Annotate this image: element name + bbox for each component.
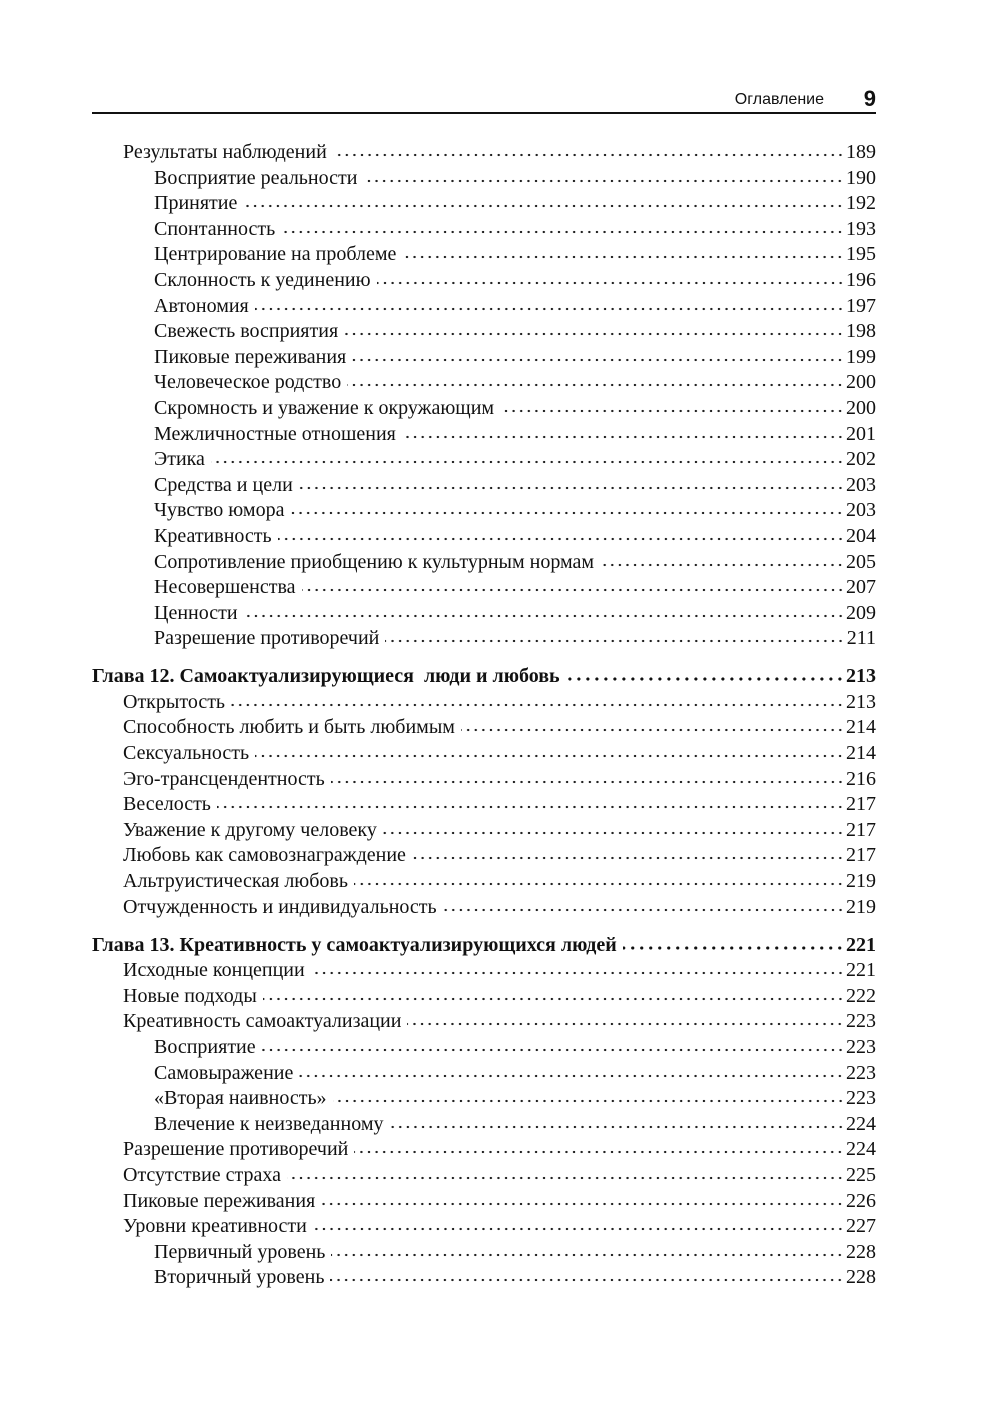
dot-leader [344,332,844,336]
toc-entry [92,1163,876,1189]
toc-entry [92,319,876,345]
toc-entry-page: 198 [846,320,876,343]
toc-entry [92,1240,876,1266]
toc-entry [92,715,876,741]
toc-entry-page: 219 [846,870,876,893]
toc-entry-page: 228 [846,1266,876,1289]
toc-entry-title: Открытость [123,690,226,713]
toc-entry-title: Пиковые переживания [154,345,347,368]
toc-entry [92,690,876,716]
toc-entry-title: Межличностные отношения [154,422,396,445]
dot-leader [600,563,844,567]
toc-entry-title: Человеческое родство [154,371,342,394]
dot-leader [333,1099,844,1103]
dot-leader [347,383,844,387]
dot-leader [255,754,844,758]
toc-entry-page: 207 [846,576,876,599]
dot-leader [231,703,844,707]
dot-leader [331,780,844,784]
toc-entry-title: Эго-трансцендентность [123,767,325,790]
toc-entry-title: Уважение к другому человеку [123,818,377,841]
toc-entry [92,1214,876,1240]
toc-entry-title: Глава 12. Самоактуализирующиеся люди и любовь [92,665,560,688]
toc-entry-title: Первичный уровень [154,1240,326,1263]
dot-leader [330,1278,844,1282]
dot-leader [263,997,844,1001]
toc-entry [92,818,876,844]
dot-leader [313,1227,844,1231]
toc-entry [92,447,876,473]
toc-entry-title: Свежесть восприятия [154,320,339,343]
toc-entry-page: 203 [846,499,876,522]
dot-leader [255,307,844,311]
toc-entry [92,601,876,627]
toc-entry [92,767,876,793]
dot-leader [461,728,844,732]
toc-entry-title: Креативность самоактуализации [123,1010,402,1033]
toc-entry-title: Креативность [154,524,272,547]
dot-leader [354,882,844,886]
toc-entry [92,396,876,422]
toc-entry-title: Уровни креативности [123,1215,307,1238]
running-header-title: Оглавление [734,91,824,108]
toc-entry [92,191,876,217]
toc-entry-page: 223 [846,1035,876,1058]
dot-leader [321,1202,844,1206]
toc-entry-page: 227 [846,1215,876,1238]
toc-entry [92,1137,876,1163]
toc-entry-title: Сексуальность [123,742,250,765]
dot-leader [281,230,844,234]
toc-entry-title: Склонность к уединению [154,268,371,291]
toc-entry-page: 228 [846,1240,876,1263]
dot-leader [377,281,844,285]
toc-entry [92,869,876,895]
toc-entry-page: 205 [846,550,876,573]
toc-entry [92,1189,876,1215]
toc-entry-title: Вторичный уровень [154,1266,325,1289]
toc-entry-page: 225 [846,1163,876,1186]
toc-entry [92,422,876,448]
dot-leader [363,179,844,183]
toc-entry-page: 223 [846,1010,876,1033]
toc-entry-title: Пиковые переживания [123,1189,316,1212]
toc-entry-title: Любовь как самовознаграждение [123,844,406,867]
toc-entry-title: Самовыражение [154,1061,294,1084]
toc-entry-page: 213 [846,665,876,688]
toc-entry-page: 216 [846,767,876,790]
toc-entry-page: 202 [846,448,876,471]
toc-entry-page: 217 [846,793,876,816]
toc-entry [92,294,876,320]
toc-entry-title: Средства и цели [154,473,293,496]
dot-leader [331,1253,844,1257]
toc-entry-title: Принятие [154,192,238,215]
toc-entry-page: 213 [846,690,876,713]
dot-leader [566,677,844,681]
toc-entry [92,242,876,268]
toc-entry [92,626,876,652]
toc-entry-page: 200 [846,371,876,394]
toc-entry-page: 222 [846,984,876,1007]
dot-leader [623,946,844,950]
toc-entry-title: Разрешение противоречий [154,627,380,650]
toc-entry [92,498,876,524]
toc-entry-title: Несовершенства [154,576,296,599]
toc-entry-title: Сопротивление приобщению к культурным нормам [154,550,595,573]
toc-entry [92,575,876,601]
toc-entry-title: Влечение к неизведанному [154,1112,384,1135]
dot-leader [412,856,844,860]
toc-entry-title: Чувство юмора [154,499,285,522]
toc-entry-page: 197 [846,294,876,317]
toc-entry-title: Отсутствие страха [123,1163,282,1186]
running-header [92,88,876,114]
toc-entry [92,1265,876,1291]
toc-entry-page: 189 [846,141,876,163]
toc-entry-page: 223 [846,1061,876,1084]
toc-entry-title: Скромность и уважение к окружающим [154,396,495,419]
toc-entry-title: Автономия [154,294,249,317]
toc-entry-title: Новые подходы [123,984,257,1007]
toc-entry-page: 209 [846,601,876,624]
toc-entry-title: Отчужденность и индивидуальность [123,895,437,918]
toc-entry-page: 195 [846,243,876,266]
dot-leader [211,460,844,464]
toc-entry [92,958,876,984]
toc-entry-page: 219 [846,895,876,918]
toc-entry [92,984,876,1010]
dot-leader [352,358,844,362]
page-number: 9 [863,86,876,111]
toc-entry [92,473,876,499]
toc-entry-page: 203 [846,473,876,496]
toc-entry-title: Исходные концепции [123,959,305,982]
dot-leader [290,511,844,515]
dot-leader [244,614,844,618]
dot-leader [500,409,844,413]
toc-chapter-entry [92,664,876,690]
toc-entry [92,217,876,243]
toc-entry-page: 190 [846,166,876,189]
toc-entry [92,140,876,166]
toc-entry-page: 226 [846,1189,876,1212]
toc-entry-page: 192 [846,192,876,215]
toc-entry-page: 221 [846,959,876,982]
toc-entry-title: «Вторая наивность» [154,1087,327,1110]
toc-entry-title: Веселость [123,793,211,816]
dot-leader [262,1048,844,1052]
dot-leader [299,1074,844,1078]
toc-entry-page: 214 [846,742,876,765]
toc-entry-page: 217 [846,844,876,867]
toc-entry-page: 204 [846,524,876,547]
toc-entry [92,741,876,767]
toc-entry-title: Центрирование на проблеме [154,243,397,266]
toc-entry [92,1086,876,1112]
toc-entry [92,550,876,576]
toc-chapter-entry [92,933,876,959]
toc-entry [92,1061,876,1087]
dot-leader [443,908,844,912]
toc-entry-title: Восприятие реальности [154,166,358,189]
toc-entry-page: 211 [846,627,876,650]
dot-leader [333,153,844,157]
toc-entry-title: Этика [154,448,205,471]
toc-entry-page: 223 [846,1087,876,1110]
dot-leader [217,805,844,809]
dot-leader [287,1176,844,1180]
toc-entry-page: 217 [846,818,876,841]
dot-leader [278,537,844,541]
dot-leader [243,204,844,208]
dot-leader [390,1125,845,1129]
toc-entry [92,792,876,818]
dot-leader [383,831,844,835]
toc-entry [92,524,876,550]
toc-entry-page: 196 [846,268,876,291]
toc-entry-title: Спонтанность [154,217,276,240]
dot-leader [385,639,844,643]
toc-entry-page: 193 [846,217,876,240]
toc-entry-page: 214 [846,716,876,739]
toc-entry [92,1112,876,1138]
toc-entry [92,345,876,371]
toc-entry-title: Ценности [154,601,238,624]
toc-entry [92,166,876,192]
toc-entry-title: Результаты наблюдений [123,141,327,163]
table-of-contents [92,140,876,1291]
dot-leader [302,588,844,592]
toc-entry [92,1009,876,1035]
dot-leader [354,1150,844,1154]
dot-leader [402,435,844,439]
toc-entry [92,895,876,921]
dot-leader [402,255,844,259]
dot-leader [299,486,844,490]
toc-entry [92,843,876,869]
toc-entry-page: 224 [846,1112,876,1135]
toc-entry-title: Глава 13. Креативность у самоактуализирующихся людей [92,933,617,956]
toc-entry-title: Восприятие [154,1035,256,1058]
toc-entry-page: 224 [846,1138,876,1161]
dot-leader [311,971,844,975]
toc-entry [92,370,876,396]
toc-entry-page: 221 [846,933,876,956]
toc-entry-title: Альтруистическая любовь [123,870,348,893]
toc-entry-title: Разрешение противоречий [123,1138,349,1161]
toc-entry-page: 200 [846,396,876,419]
toc-entry [92,268,876,294]
dot-leader [407,1022,844,1026]
toc-entry [92,1035,876,1061]
toc-entry-title: Способность любить и быть любимым [123,716,455,739]
toc-entry-page: 199 [846,345,876,368]
toc-entry-page: 201 [846,422,876,445]
